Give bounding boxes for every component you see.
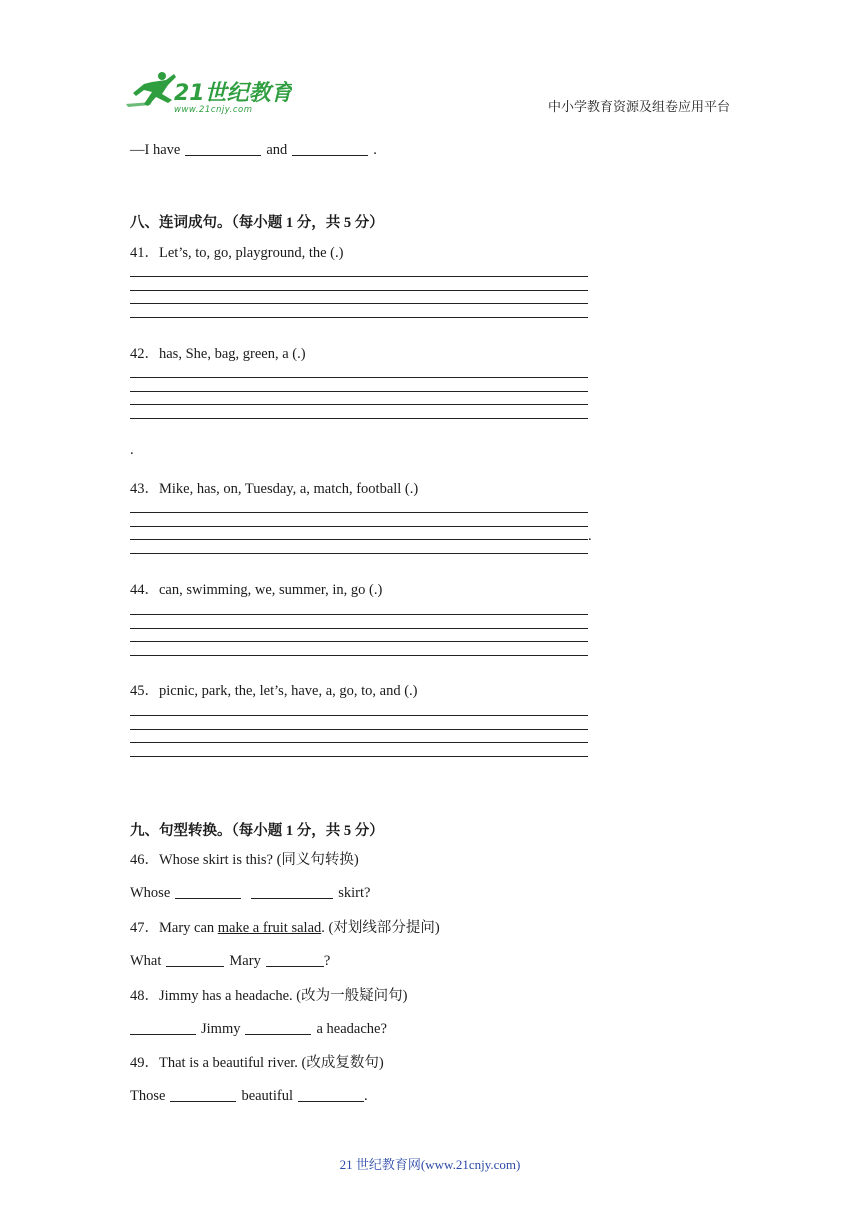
answer-line	[130, 139, 377, 159]
page-footer[interactable]: 21 世纪教育网(www.21cnjy.com)	[339, 1157, 521, 1172]
answer-blank[interactable]	[185, 141, 261, 156]
question-46: 46．Whose skirt is this? (同义句转换)	[130, 852, 359, 868]
answer-blank[interactable]	[245, 1020, 311, 1035]
answer-blank[interactable]	[266, 952, 324, 967]
site-logo	[122, 70, 292, 116]
answer-and: and	[266, 142, 288, 158]
answer-blank[interactable]	[166, 952, 224, 967]
answer-47: What Mary ?	[130, 953, 331, 969]
question-49: 49．That is a beautiful river. (改成复数句)	[130, 1055, 384, 1071]
question-48: 48．Jimmy has a headache. (改为一般疑问句)	[130, 988, 408, 1004]
question-44: 44．can, swimming, we, summer, in, go (.)	[130, 582, 383, 598]
writing-lines-44[interactable]	[130, 614, 588, 668]
platform-label: 中小学教育资源及组卷应用平台	[547, 100, 730, 115]
section-9-title: 九、句型转换。（每小题 1 分，共 5 分）	[130, 823, 384, 839]
underlined-phrase: make a fruit salad	[217, 920, 322, 936]
answer-blank[interactable]	[175, 884, 241, 899]
logo-sub-text: www.21cnjy.com	[174, 105, 253, 115]
writing-lines-45[interactable]	[130, 715, 588, 769]
question-47: 47．Mary can make a fruit salad. (对划线部分提问)	[130, 920, 440, 936]
answer-blank[interactable]	[130, 1020, 196, 1035]
question-43: 43．Mike, has, on, Tuesday, a, match, football (.)	[130, 481, 419, 497]
question-45: 45．picnic, park, the, let’s, have, a, go, to, and (.)	[130, 683, 418, 699]
logo-main-text: 21世纪教育	[174, 81, 292, 106]
answer-blank[interactable]	[251, 884, 333, 899]
writing-lines-42[interactable]	[130, 377, 588, 431]
answer-blank[interactable]	[170, 1087, 236, 1102]
answer-blank[interactable]	[292, 141, 368, 156]
stray-dot-43: .	[588, 528, 592, 544]
answer-48: Jimmy a headache?	[130, 1018, 387, 1038]
answer-46: Whose skirt?	[130, 885, 371, 901]
section-8-title: 八、连词成句。（每小题 1 分，共 5 分）	[130, 215, 384, 231]
runner-icon	[126, 72, 176, 107]
answer-blank[interactable]	[298, 1087, 364, 1102]
writing-lines-41[interactable]	[130, 276, 588, 330]
answer-prefix: —I have	[130, 142, 181, 158]
question-41: 41．Let’s, to, go, playground, the (.)	[130, 245, 344, 261]
question-42: 42．has, She, bag, green, a (.)	[130, 346, 306, 362]
stray-dot: .	[130, 442, 134, 458]
writing-lines-43[interactable]	[130, 512, 588, 566]
answer-49: Those beautiful .	[130, 1088, 368, 1104]
answer-end: .	[373, 142, 377, 158]
